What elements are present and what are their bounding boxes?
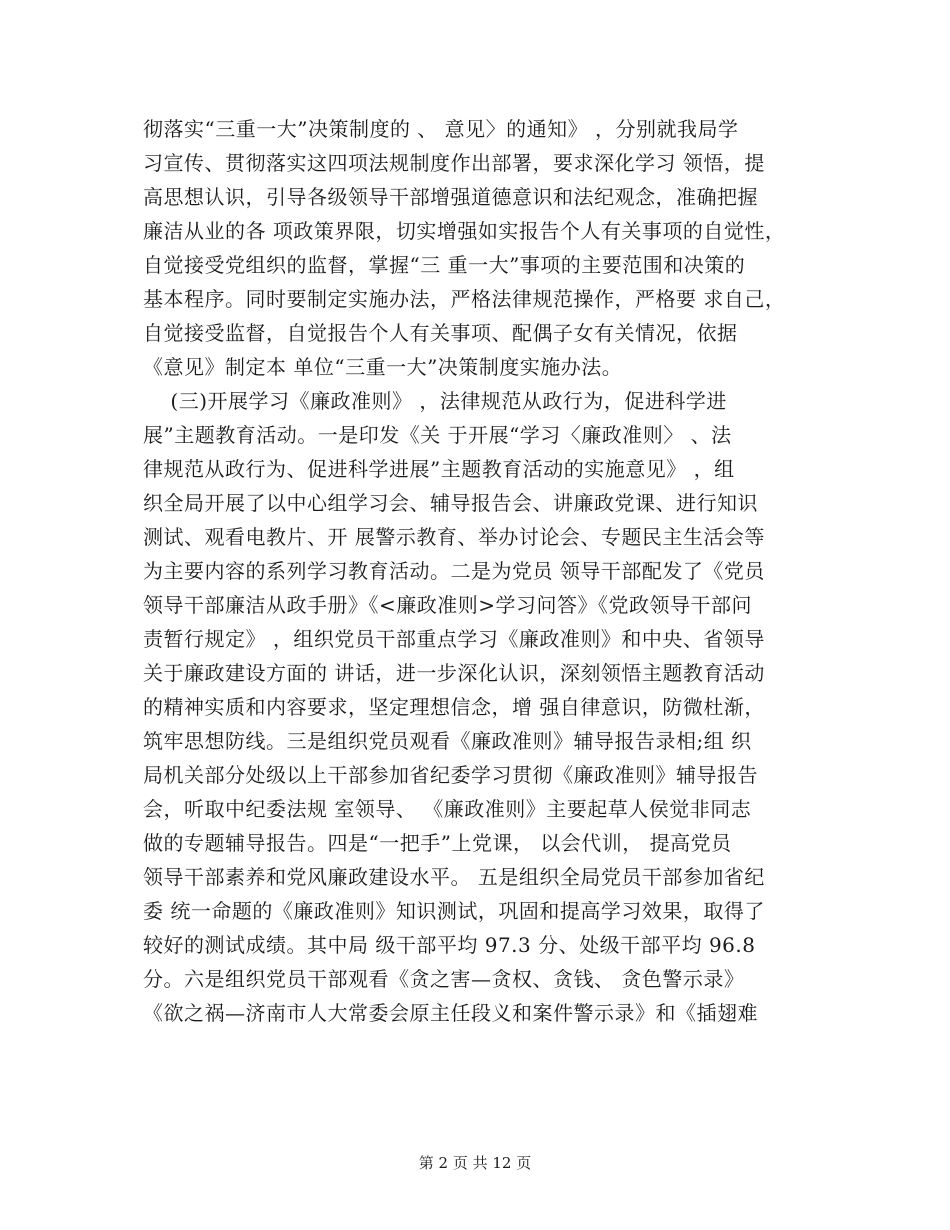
text-line: 较好的测试成绩。其中局 级干部平均 97.3 分、处级干部平均 96.8 xyxy=(143,933,756,957)
text-line: 为主要内容的系列学习教育活动。二是为党员 领导干部配发了《党员 xyxy=(143,559,765,583)
page-number-footer: 第 2 页 共 12 页 xyxy=(418,1154,532,1172)
text-line: 责暂行规定》 ，组织党员干部重点学习《廉政准则》和中央、省领导 xyxy=(143,627,765,651)
text-line: 高思想认识，引导各级领导干部增强道德意识和法纪观念，准确把握 xyxy=(143,185,758,209)
text-line: 关于廉政建设方面的 讲话，进一步深化认识，深刻领悟主题教育活动 xyxy=(143,661,765,685)
text-line: 会，听取中纪委法规 室领导、 《廉政准则》主要起草人侯觉非同志 xyxy=(143,797,752,821)
text-line: 廉洁从业的各 项政策界限，切实增强如实报告个人有关事项的自觉性， xyxy=(143,219,786,243)
body-text xyxy=(143,112,823,1030)
text-line: 彻落实“三重一大”决策制度的 、 意见〉的通知》 ，分别就我局学 xyxy=(143,117,739,141)
text-line: 《意见》制定本 单位“三重一大”决策制度实施办法。 xyxy=(143,355,623,379)
text-line: 做的专题辅导报告。四是“一把手”上党课， 以会代训， 提高党员 xyxy=(143,831,732,855)
text-line: 自觉接受监督，自觉报告个人有关事项、配偶子女有关情况，依据 xyxy=(143,321,738,345)
text-line: 《欲之祸—济南市人大常委会原主任段义和案件警示录》和《插翅难 xyxy=(143,1001,758,1025)
text-line: 局机关部分处级以上干部参加省纪委学习贯彻《廉政准则》辅导报告 xyxy=(143,763,758,787)
text-line: (三)开展学习《廉政准则》 ，法律规范从政行为，促进科学进 xyxy=(143,389,727,413)
text-line: 展”主题教育活动。一是印发《关 于开展“学习〈廉政准则〉 、法 xyxy=(143,423,732,447)
text-line: 自觉接受党组织的监督，掌握“三 重一大”事项的主要范围和决策的 xyxy=(143,253,746,277)
text-line: 测试、观看电教片、开 展警示教育、举办讨论会、专题民主生活会等 xyxy=(143,525,765,549)
text-line: 委 统一命题的《廉政准则》知识测试，巩固和提高学习效果，取得了 xyxy=(143,899,765,923)
text-line: 的精神实质和内容要求，坚定理想信念，增 强自律意识，防微杜渐， xyxy=(143,695,765,719)
text-line: 基本程序。同时要制定实施办法，严格法律规范操作，严格要 求自己， xyxy=(143,287,786,311)
text-line: 筑牢思想防线。三是组织党员观看《廉政准则》辅导报告录相;组 织 xyxy=(143,729,752,753)
text-line: 织全局开展了以中心组学习会、辅导报告会、讲廉政党课、进行知识 xyxy=(143,491,758,515)
text-line: 分。六是组织党员干部观看《贪之害—贪权、贪钱、 贪色警示录》 xyxy=(143,967,745,991)
text-line: 律规范从政行为、促进科学进展”主题教育活动的实施意见》 ，组 xyxy=(143,457,735,481)
text-line: 习宣传、贯彻落实这四项法规制度作出部署，要求深化学习 领悟，提 xyxy=(143,151,765,175)
text-line: 领导干部素养和党风廉政建设水平。 五是组织全局党员干部参加省纪 xyxy=(143,865,765,889)
text-line: 领导干部廉洁从政手册》《<廉政准则>学习问答》《党政领导干部问 xyxy=(143,593,753,617)
